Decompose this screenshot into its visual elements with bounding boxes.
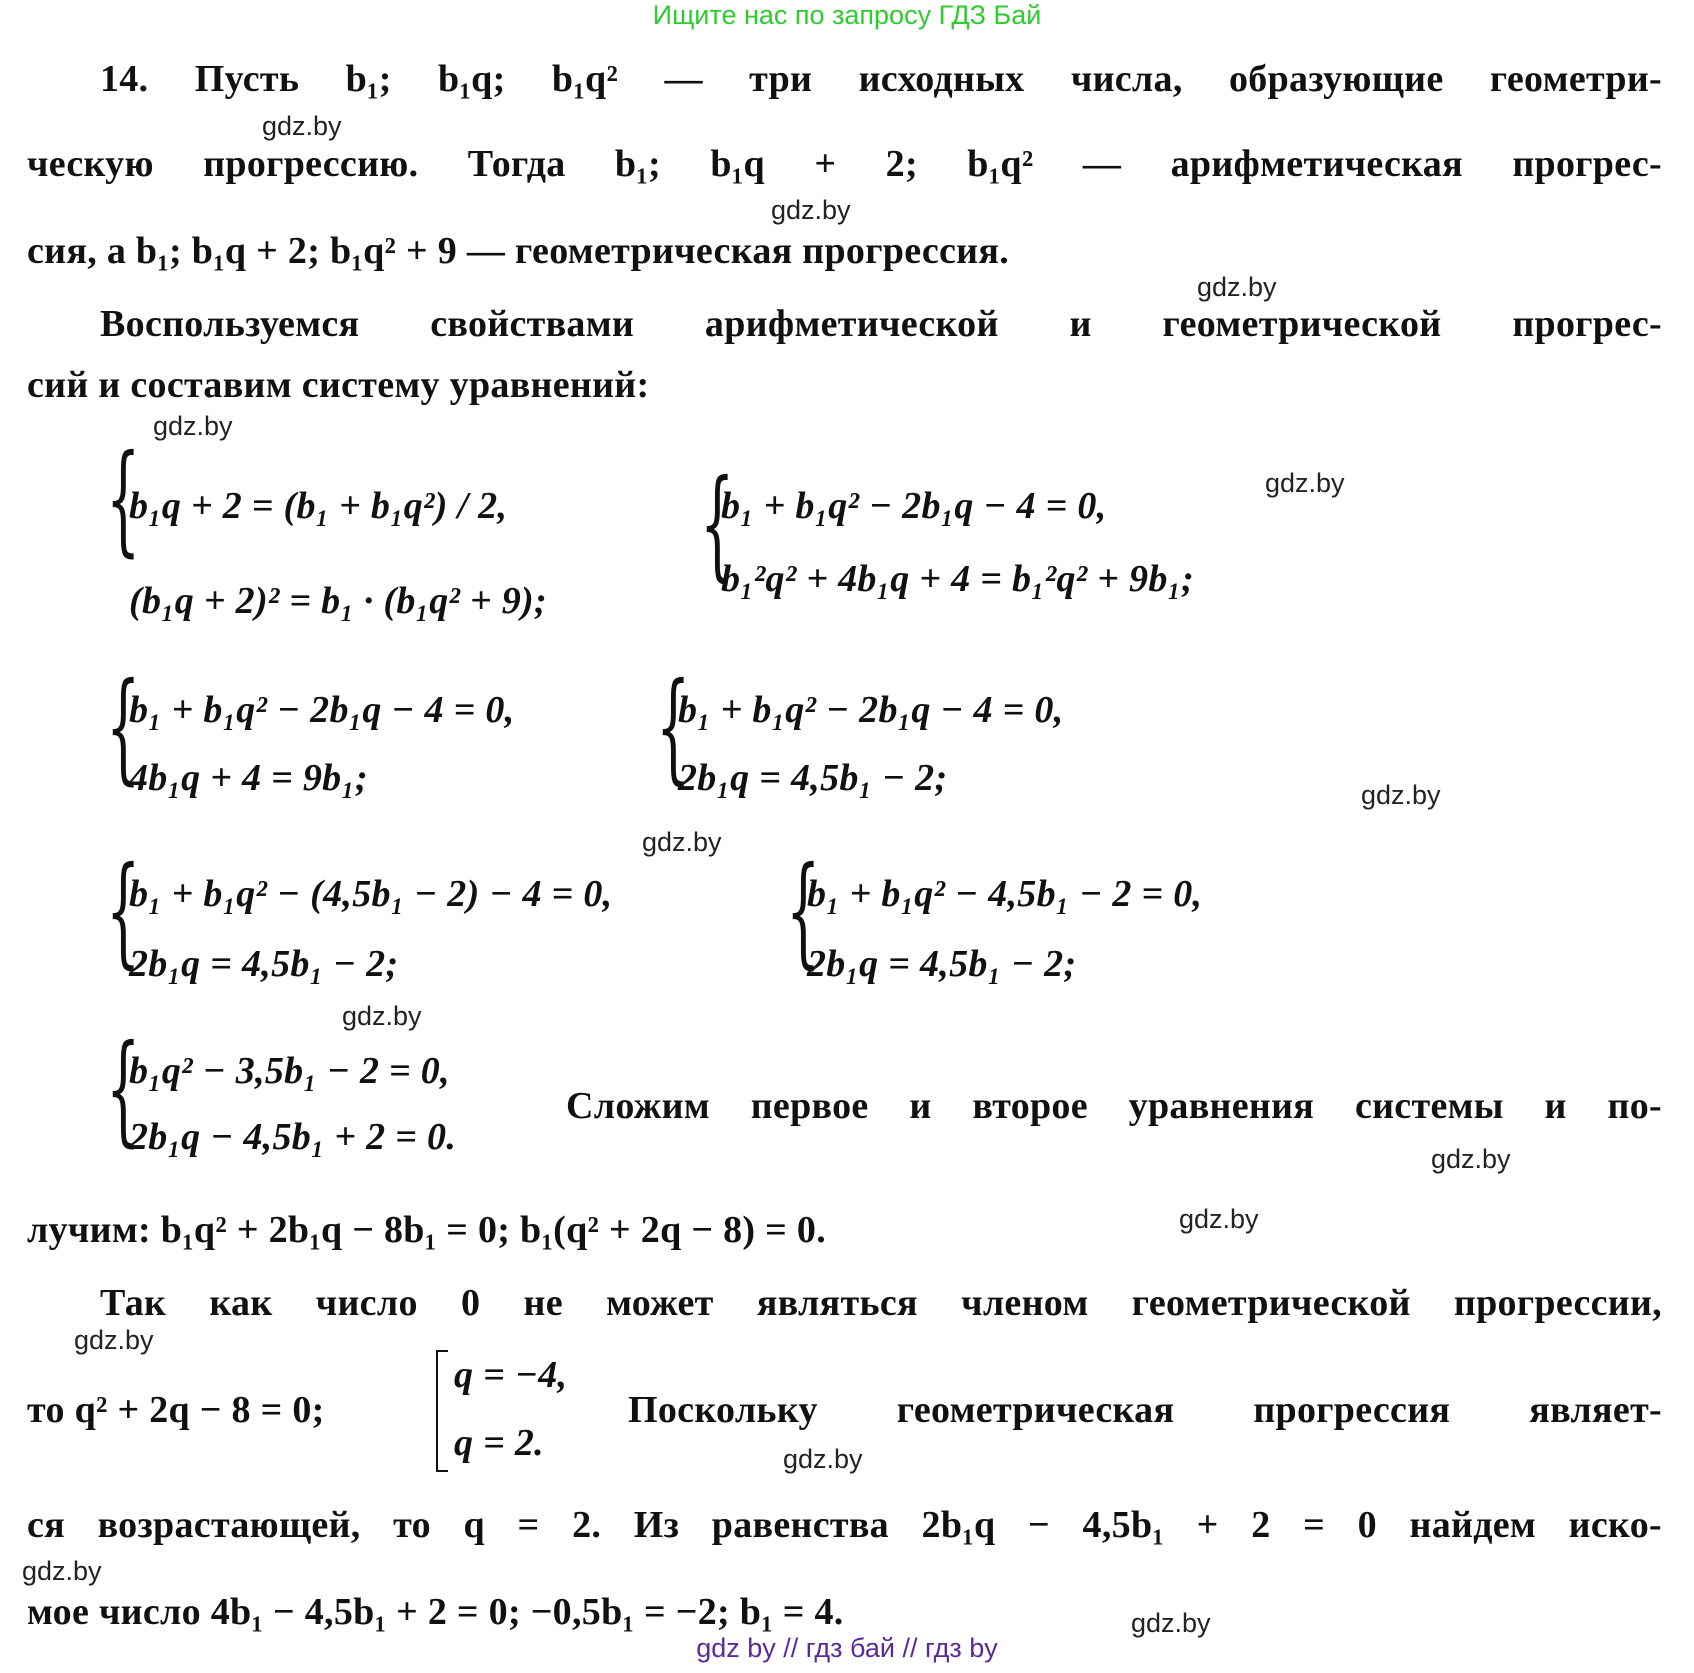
watermark: gdz.by [783, 1444, 863, 1474]
equation: 4b₁q + 4 = 9b₁; [129, 757, 368, 799]
watermark: gdz.by [771, 195, 851, 225]
paragraph-line: лучим: b₁q² + 2b₁q − 8b₁ = 0; b₁(q² + 2q − 8) = 0. [27, 1209, 826, 1251]
equation: b₁ + b₁q² − 2b₁q − 4 = 0, [129, 689, 515, 731]
paragraph-line: сия, а b₁; b₁q + 2; b₁q² + 9 — геометрическая прогрессия. [27, 230, 1010, 272]
equation: b₁ + b₁q² − 2b₁q − 4 = 0, [721, 485, 1107, 527]
equation: b₁ + b₁q² − (4,5b₁ − 2) − 4 = 0, [129, 873, 613, 915]
equation: 2b₁q = 4,5b₁ − 2; [807, 943, 1077, 985]
equation: 2b₁q = 4,5b₁ − 2; [129, 943, 399, 985]
equation: (b₁q + 2)² = b₁ · (b₁q² + 9); [129, 580, 547, 622]
header-banner: Ищите нас по запросу ГДЗ Бай [652, 0, 1042, 30]
watermark: gdz.by [1131, 1608, 1211, 1638]
watermark: gdz.by [153, 411, 233, 441]
watermark: gdz.by [1431, 1144, 1511, 1174]
watermark: gdz.by [1179, 1204, 1259, 1234]
roots-bracket [436, 1350, 448, 1472]
paragraph-line: Сложим первое и второе уравнения системы и по- [566, 1085, 1662, 1127]
equation: b₁q² − 3,5b₁ − 2 = 0, [129, 1050, 450, 1092]
equation: b₁ + b₁q² − 4,5b₁ − 2 = 0, [807, 873, 1203, 915]
paragraph-line: Поскольку геометрическая прогрессия являет- [628, 1389, 1662, 1431]
watermark: gdz.by [1197, 272, 1277, 302]
watermark: gdz.by [642, 827, 722, 857]
footer-links: gdz by // гдз бай // гдз by [696, 1633, 998, 1663]
system-brace: { [656, 658, 691, 797]
system-brace: { [786, 842, 821, 981]
equation: b₁q + 2 = (b₁ + b₁q²) / 2, [129, 485, 508, 527]
paragraph-line: ческую прогрессию. Тогда b₁; b₁q + 2; b₁q² — арифметическая прогрес- [27, 143, 1662, 185]
paragraph-line: Воспользуемся свойствами арифметической и геометрической прогрес- [100, 303, 1662, 345]
paragraph-line: мое число 4b₁ − 4,5b₁ + 2 = 0; −0,5b₁ = −2; b₁ = 4. [27, 1591, 844, 1633]
watermark: gdz.by [74, 1325, 154, 1355]
equation: 2b₁q − 4,5b₁ + 2 = 0. [129, 1116, 457, 1158]
equation: 2b₁q = 4,5b₁ − 2; [678, 757, 948, 799]
paragraph-line: сий и составим систему уравнений: [27, 364, 650, 406]
system-brace: { [106, 658, 141, 797]
paragraph-line: то q² + 2q − 8 = 0; [27, 1389, 325, 1431]
equation: b₁ + b₁q² − 2b₁q − 4 = 0, [678, 689, 1064, 731]
watermark: gdz.by [1361, 780, 1441, 810]
watermark: gdz.by [342, 1001, 422, 1031]
paragraph-line: ся возрастающей, то q = 2. Из равенства 2b₁q − 4,5b₁ + 2 = 0 найдем иско- [27, 1504, 1662, 1546]
equation: q = 2. [454, 1422, 544, 1464]
watermark: gdz.by [262, 111, 342, 141]
system-brace: { [106, 430, 141, 569]
system-brace: { [106, 1020, 141, 1159]
system-brace: { [700, 455, 735, 594]
system-brace: { [106, 842, 141, 981]
equation: q = −4, [454, 1354, 568, 1396]
watermark: gdz.by [22, 1556, 102, 1586]
watermark: gdz.by [1265, 468, 1345, 498]
paragraph-line: Так как число 0 не может являться членом геометрической прогрессии, [100, 1282, 1662, 1324]
paragraph-line: 14. Пусть b₁; b₁q; b₁q² — три исходных числа, образующие геометри- [100, 58, 1662, 100]
equation: b₁²q² + 4b₁q + 4 = b₁²q² + 9b₁; [721, 558, 1195, 600]
